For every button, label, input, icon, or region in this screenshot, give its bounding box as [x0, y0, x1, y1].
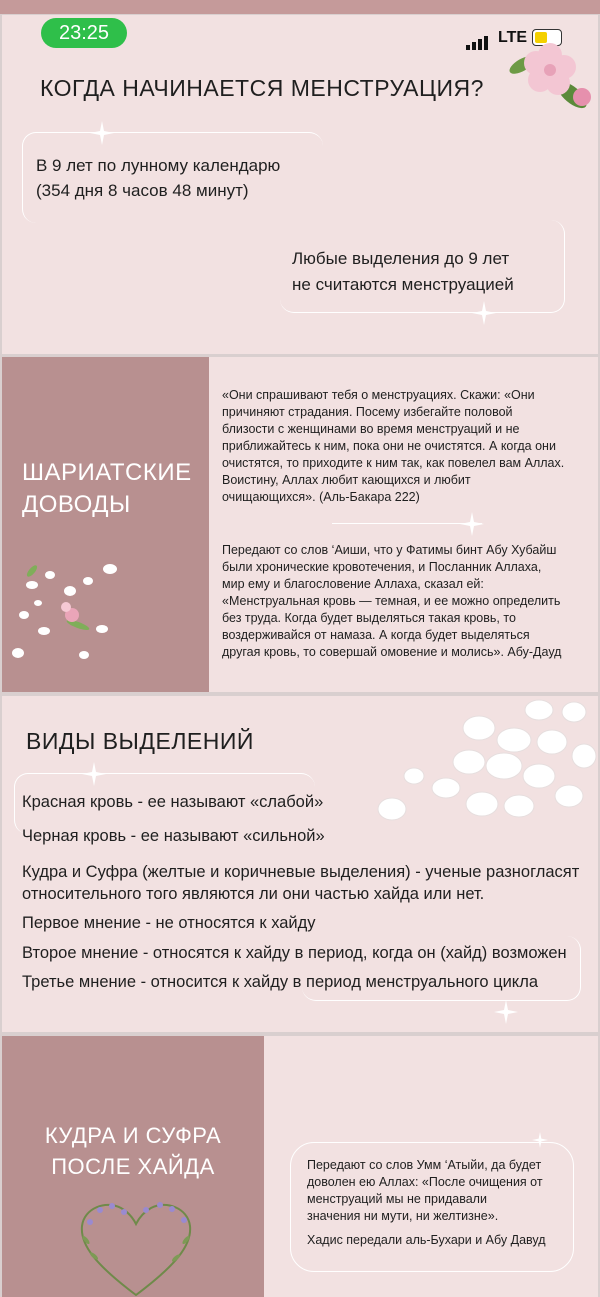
quran-line: причиняют страдания. Посему избегайте половой: [222, 405, 513, 419]
hadith-line: другая кровь, то совершай омовение и молись». Абу-Дауд: [222, 645, 562, 659]
quran-line: очистятся, то приходите к ним так, как повелел вам Аллах.: [222, 456, 565, 470]
quran-line: очищающихся». (Аль-Бакара 222): [222, 490, 420, 504]
quote-line: менструаций мы не придавали: [307, 1192, 487, 1206]
petals-icon: [374, 696, 598, 831]
age-line-1: В 9 лет по лунному календарю: [36, 156, 281, 175]
signal-icon: [466, 32, 490, 50]
list-item: Кудра и Суфра (желтые и коричневые выделения) - ученые разногласят: [22, 863, 580, 881]
list-item: Красная кровь - ее называют «слабой»: [22, 793, 324, 811]
list-item: Третье мнение - относится к хайду в период менструального цикла: [22, 973, 539, 991]
quote-line: доволен ею Аллах: «После очищения от: [307, 1175, 543, 1189]
hadith-line: Передают со слов ‘Аиши, что у Фатимы бинт Абу Хубайш: [222, 543, 557, 557]
network-type: LTE: [498, 29, 528, 46]
page-title: КОГДА НАЧИНАЕТСЯ МЕНСТРУАЦИЯ?: [40, 75, 484, 101]
sparkle-icon: [472, 301, 496, 325]
slide-menstruation-start: [2, 15, 598, 354]
top-strip: [0, 0, 600, 14]
petals-icon: [10, 557, 130, 667]
hadith-line: «Менструальная кровь — темная, и ее можно определить: [222, 594, 561, 608]
heart-wreath-icon: [76, 1200, 196, 1297]
flower-icon: [502, 25, 598, 115]
slide-discharge-types: [2, 696, 598, 1032]
slide-kudra-sufra: [2, 1036, 598, 1297]
hadith-line: были хронические кровотечения, и Посланник Аллаха,: [222, 560, 542, 574]
note-line-1: Любые выделения до 9 лет: [292, 249, 510, 268]
list-item: Черная кровь - ее называют «сильной»: [22, 827, 325, 845]
quran-line: близости с женщинами во время менструаций и не: [222, 422, 520, 436]
section-title-line-2: ПОСЛЕ ХАЙДА: [51, 1154, 215, 1179]
hadith-line: мир ему и благословение Аллаха, сказал ей:: [222, 577, 484, 591]
status-time: 23:25: [41, 18, 127, 48]
section-title: ВИДЫ ВЫДЕЛЕНИЙ: [26, 728, 254, 754]
section-title-line-2: ДОВОДЫ: [22, 491, 131, 518]
quote-line: Передают со слов Умм ‘Атыйи, да будет: [307, 1158, 542, 1172]
list-frame: [302, 936, 581, 1001]
sparkle-icon: [460, 512, 484, 536]
quote-source: Хадис передали аль-Бухари и Абу Давуд: [307, 1233, 546, 1247]
list-item: Первое мнение - не относятся к хайду: [22, 914, 316, 932]
quran-line: «Они спрашивают тебя о менструациях. Скажи: «Они: [222, 388, 535, 402]
quran-line: Воистину, Аллах любит кающихся и любит: [222, 473, 471, 487]
note-line-2: не считаются менструацией: [292, 275, 514, 294]
quran-line: приближайтесь к ним, пока они не очистятся. А когда они: [222, 439, 556, 453]
age-line-2: (354 дня 8 часов 48 минут): [36, 181, 249, 200]
sparkle-icon: [494, 1000, 518, 1024]
sparkle-icon: [532, 1132, 548, 1148]
hadith-line: без труда. Когда будет выделяться такая кровь, то: [222, 611, 516, 625]
quote-line: значения ни мути, ни желтизне».: [307, 1209, 499, 1223]
section-title-line-1: КУДРА И СУФРА: [44, 1123, 222, 1148]
list-item: Второе мнение - относятся к хайду в период, когда он (хайд) возможен: [22, 944, 567, 962]
list-item: относительного того являются ли они частью хайда или нет.: [22, 885, 485, 903]
slide-sharia-evidence: [2, 357, 598, 692]
section-title-line-1: ШАРИАТСКИЕ: [22, 459, 192, 486]
hadith-line: воздерживайся от намаза. А когда будет выделяться: [222, 628, 530, 642]
